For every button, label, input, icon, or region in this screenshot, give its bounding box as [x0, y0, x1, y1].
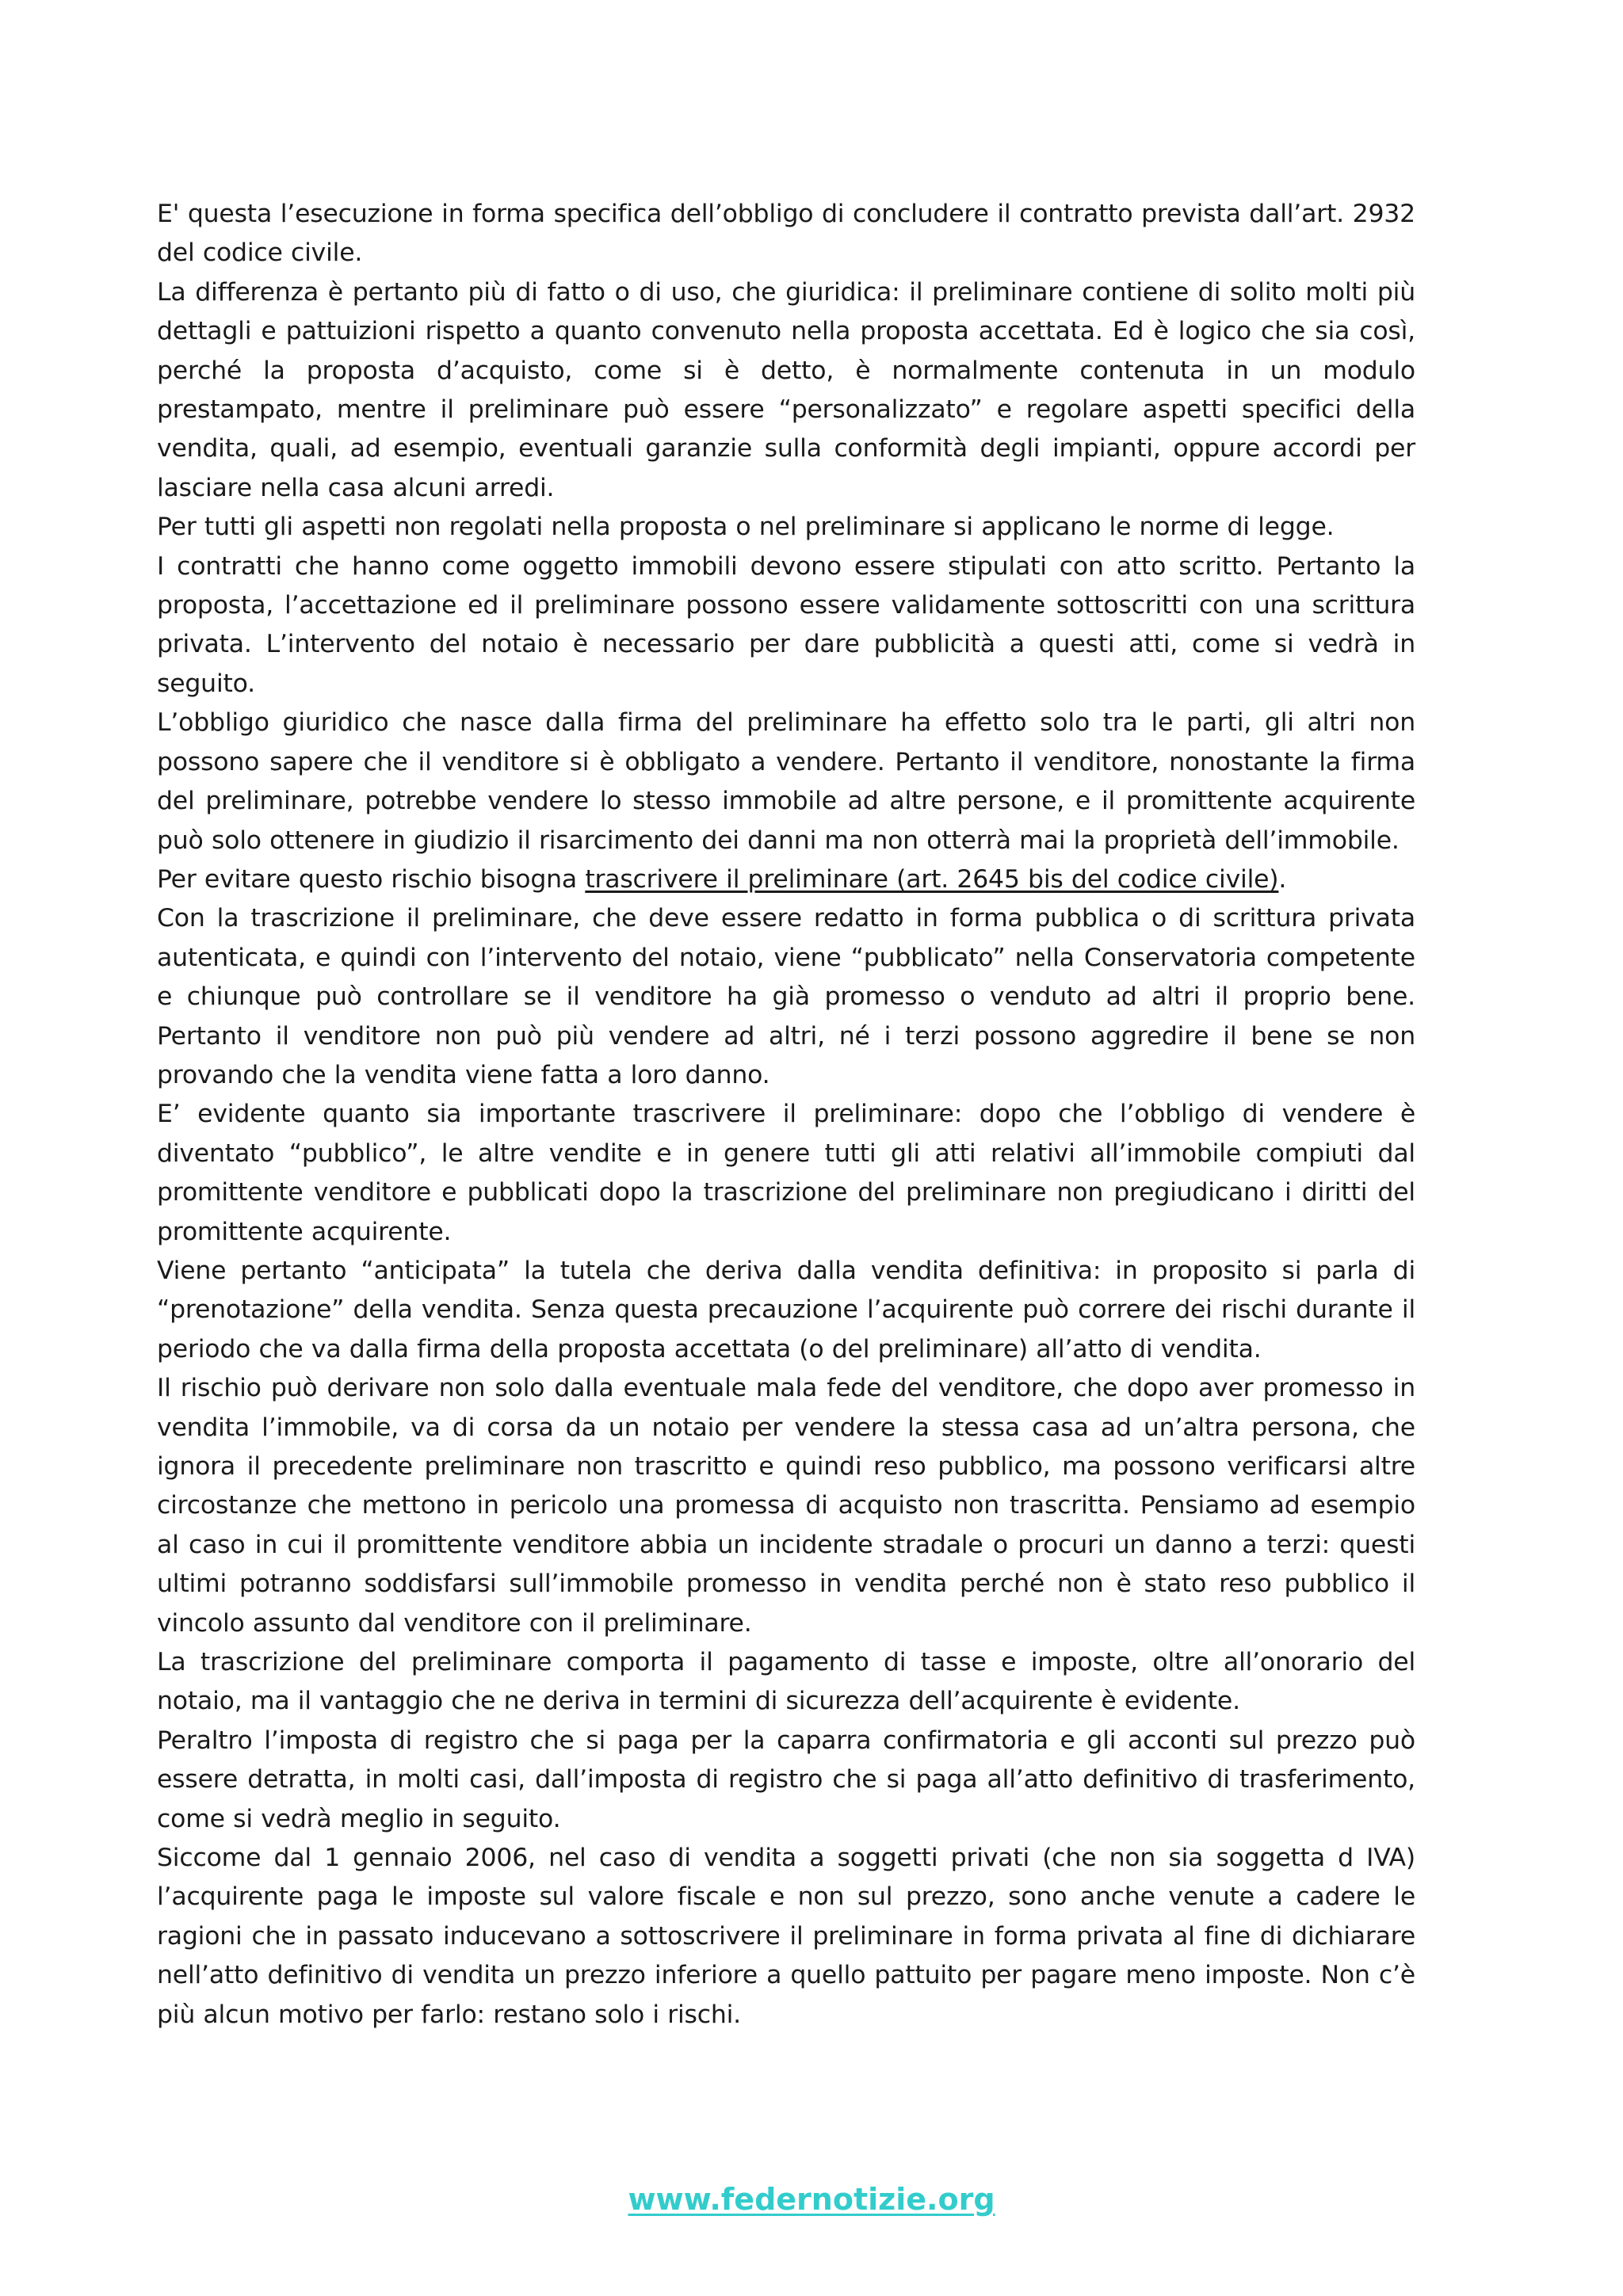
paragraph-gennaio-2006: Siccome dal 1 gennaio 2006, nel caso di vendita a soggetti privati (che non sia soggetta d IVA) l’acquirente paga le imposte sul valore fiscale e non sul prezzo, sono anche venute a cadere le ragioni che in passato inducevano a sottoscrivere il preliminare in forma privata al fine di dichiarare nell’atto definitivo di vendita un prezzo inferiore a quello pattuito per pagare meno imposte. Non c’è più alcun motivo per farlo: restano solo i rischi. [157, 1844, 1415, 2029]
paragraph-evidente: E’ evidente quanto sia importante trascrivere il preliminare: dopo che l’obbligo di vendere è diventato “pubblico”, le altre vendite e in genere tutti gli atti relativi all’immobile compiuti dal promittente venditore e pubblicati dopo la trascrizione del preliminare non pregiudicano i diritti del promittente acquirente. [157, 1100, 1415, 1246]
paragraph-atto-scritto: I contratti che hanno come oggetto immobili devono essere stipulati con atto scritto. Pertanto la proposta, l’accettazione ed il preliminare possono essere validamente sottoscritti con una scrittura privata. L’intervento del notaio è necessario per dare pubblicità a questi atti, come si vedrà in seguito. [157, 551, 1415, 698]
paragraph-anticipata: Viene pertanto “anticipata” la tutela che deriva dalla vendita definitiva: in proposito si parla di “prenotazione” della vendita. Senza questa precauzione l’acquirente può correre dei rischi durante il periodo che va dalla firma della proposta accettata (o del preliminare) all’atto di vendita. [157, 1256, 1415, 1363]
link-paragraph-after: . [1278, 864, 1287, 894]
link-paragraph-before: Per evitare questo rischio bisogna [157, 864, 586, 894]
page-footer [0, 2180, 1623, 2218]
paragraph-rischio: Il rischio può derivare non solo dalla eventuale mala fede del venditore, che dopo aver promesso in vendita l’immobile, va di corsa da un notaio per vendere la stessa casa ad un’altra persona, che ignora il precedente preliminare non trascritto e quindi reso pubblico, ma possono verificarsi altre circostanze che mettono in pericolo una promessa di acquisto non trascritta. Pensiamo ad esempio al caso in cui il promittente venditore abbia un incidente stradale o procuri un danno a terzi: questi ultimi potranno soddisfarsi sull’immobile promesso in vendita perché non è stato reso pubblico il vincolo assunto dal venditore con il preliminare. [157, 1374, 1415, 1638]
paragraph-imposta-registro: Peraltro l’imposta di registro che si paga per la caparra confirmatoria e gli acconti sul prezzo può essere detratta, in molti casi, dall’imposta di registro che si paga all’atto definitivo di trasferimento, come si vedrà meglio in seguito. [157, 1726, 1415, 1833]
paragraph-differenza-preliminare: La differenza è pertanto più di fatto o di uso, che giuridica: il preliminare contiene di solito molti più dettagli e pattuizioni rispetto a quanto convenuto nella proposta accettata. Ed è logico che sia così, perché la proposta d’acquisto, come si è detto, è normalmente contenuta in un modulo prestampato, mentre il preliminare può essere “personalizzato” e regolare aspetti specifici della vendita, quali, ad esempio, eventuali garanzie sulla conformità degli impianti, oppure accordi per lasciare nella casa alcuni arredi. [157, 277, 1415, 502]
footer-website-link[interactable]: www.federnotizie.org [628, 2182, 995, 2217]
trascrivere-preliminare-link[interactable]: trascrivere il preliminare (art. 2645 bis del codice civile) [585, 864, 1279, 894]
document-body [157, 195, 1415, 2035]
paragraph-obbligo-giuridico: L’obbligo giuridico che nasce dalla firma del preliminare ha effetto solo tra le parti, gli altri non possono sapere che il venditore si è obbligato a vendere. Pertanto il venditore, nonostante la firma del preliminare, potrebbe vendere lo stesso immobile ad altre persone, e il promittente acquirente può solo ottenere in giudizio il risarcimento dei danni ma non otterrà mai la proprietà dell’immobile. [157, 708, 1415, 855]
paragraph-norme-di-legge: Per tutti gli aspetti non regolati nella proposta o nel preliminare si applicano le norme di legge. [157, 513, 1335, 542]
paragraph-evitare-rischio [157, 860, 1415, 899]
paragraph-esecuzione-specifica: E' questa l’esecuzione in forma specifica dell’obbligo di concludere il contratto prevista dall’art. 2932 del codice civile. [157, 200, 1415, 268]
paragraph-tasse-imposte: La trascrizione del preliminare comporta il pagamento di tasse e imposte, oltre all’onorario del notaio, ma il vantaggio che ne deriva in termini di sicurezza dell’acquirente è evidente. [157, 1648, 1415, 1716]
paragraph-trascrizione: Con la trascrizione il preliminare, che deve essere redatto in forma pubblica o di scrittura privata autenticata, e quindi con l’intervento del notaio, viene “pubblicato” nella Conservatoria competente e chiunque può controllare se il venditore ha già promesso o venduto ad altri il proprio bene. Pertanto il venditore non può più vendere ad altri, né i terzi possono aggredire il bene se non provando che la vendita viene fatta a loro danno. [157, 904, 1415, 1089]
